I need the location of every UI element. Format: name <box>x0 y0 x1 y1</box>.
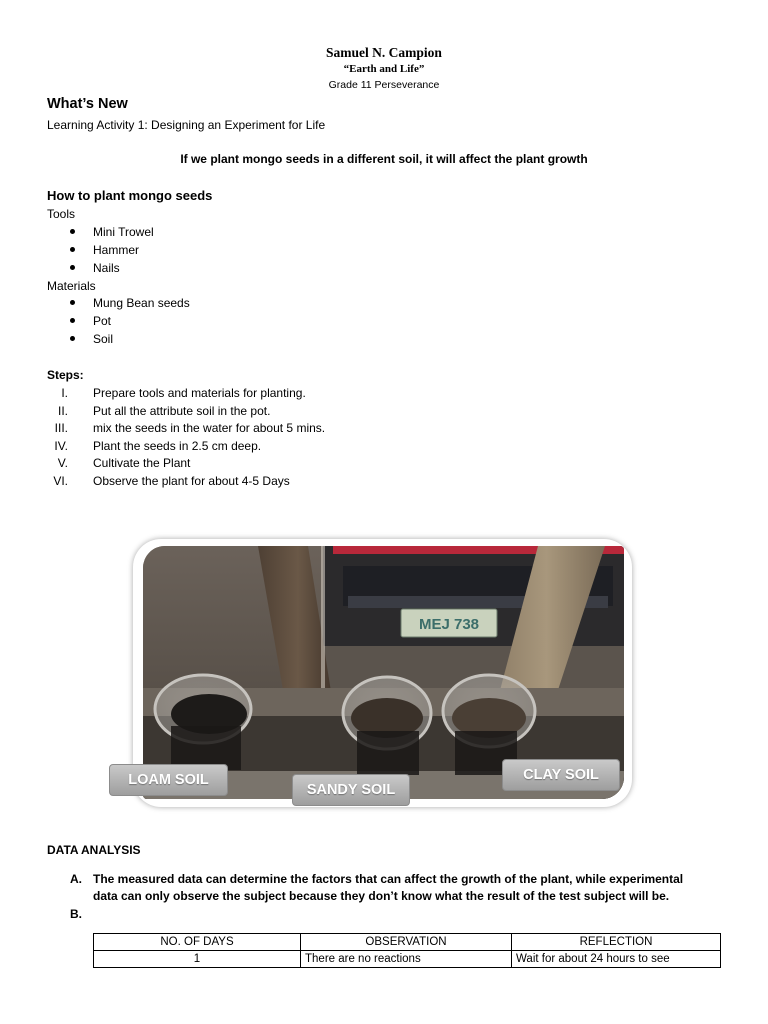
tool-item: Nails <box>93 261 120 275</box>
material-item: Mung Bean seeds <box>93 296 190 310</box>
header-no-of-days: NO. OF DAYS <box>94 934 301 951</box>
item-b-marker: B. <box>70 907 82 921</box>
tool-item: Hammer <box>93 243 140 257</box>
item-a-line1: The measured data can determine the factors that can affect the growth of the plant, while experimental <box>93 872 684 886</box>
materials-label: Materials <box>47 279 96 293</box>
step-text: Cultivate the Plant <box>93 456 191 470</box>
step-text: Prepare tools and materials for planting. <box>93 386 306 400</box>
item-a-line2: data can only observe the subject because they don’t know what the result of the test subject will be. <box>93 889 670 903</box>
tools-label: Tools <box>47 207 76 221</box>
item-a-marker: A. <box>70 872 82 886</box>
step-text: Observe the plant for about 4-5 Days <box>93 474 290 488</box>
step-number: V. <box>57 456 68 470</box>
step-number: II. <box>57 404 68 418</box>
subject-title: “Earth and Life” <box>343 63 425 75</box>
step-text: Put all the attribute soil in the pot. <box>93 404 271 418</box>
header-reflection: REFLECTION <box>512 934 721 951</box>
bullet-icon <box>70 300 75 305</box>
author-name: Samuel N. Campion <box>326 45 442 60</box>
steps-label: Steps: <box>47 368 84 382</box>
step-number: I. <box>61 386 68 400</box>
table-header-row <box>94 934 721 951</box>
material-item: Pot <box>93 314 112 328</box>
sandy-soil-label: SANDY SOIL <box>292 774 410 806</box>
bullet-icon <box>70 336 75 341</box>
cell-day: 1 <box>94 951 301 968</box>
material-item: Soil <box>93 332 114 346</box>
bullet-icon <box>70 229 75 234</box>
bullet-icon <box>70 247 75 252</box>
hypothesis: If we plant mongo seeds in a different soil, it will affect the plant growth <box>180 152 588 166</box>
step-number: IV. <box>54 439 68 453</box>
cell-reflection: Wait for about 24 hours to see <box>512 951 721 968</box>
section-title: What’s New <box>47 96 128 112</box>
activity-title: Learning Activity 1: Designing an Experiment for Life <box>47 118 326 132</box>
bullet-icon <box>70 265 75 270</box>
step-text: Plant the seeds in 2.5 cm deep. <box>93 439 262 453</box>
license-plate-text: MEJ 738 <box>418 616 480 633</box>
cell-observation: There are no reactions <box>301 951 512 968</box>
step-text: mix the seeds in the water for about 5 mins. <box>93 421 326 435</box>
tool-item: Mini Trowel <box>93 225 154 239</box>
grade-section: Grade 11 Perseverance <box>328 79 440 91</box>
observation-table <box>93 933 721 968</box>
table-row <box>94 951 721 968</box>
howto-title: How to plant mongo seeds <box>47 188 213 203</box>
clay-soil-label: CLAY SOIL <box>502 759 620 791</box>
header-observation: OBSERVATION <box>301 934 512 951</box>
step-number: VI. <box>53 474 68 488</box>
step-number: III. <box>54 421 68 435</box>
data-analysis-title: DATA ANALYSIS <box>47 843 141 857</box>
loam-soil-label: LOAM SOIL <box>109 764 228 796</box>
bullet-icon <box>70 318 75 323</box>
